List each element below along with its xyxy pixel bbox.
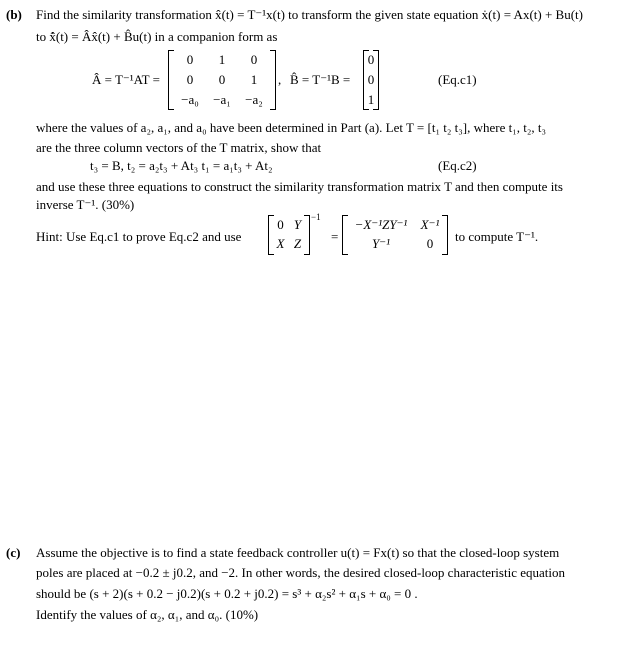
b-hat-cell: 0 bbox=[367, 72, 375, 87]
part-b-line-4: are the three column vectors of the T matrix, show that bbox=[36, 140, 322, 155]
a-hat-matrix bbox=[168, 50, 276, 110]
a-hat-cell: 1 bbox=[218, 52, 226, 67]
a-hat-cell: 1 bbox=[250, 72, 258, 87]
part-c-label: (c) bbox=[6, 545, 21, 560]
b-hat-lhs: B̂ = T⁻¹B = bbox=[290, 72, 351, 87]
part-b-line-2: to x̂̇(t) = Âx̂(t) + B̂u(t) in a companion form as bbox=[36, 29, 278, 44]
a-hat-cell: −a₁ bbox=[213, 92, 231, 107]
hint-prefix: Hint: Use Eq.c1 to prove Eq.c2 and use bbox=[36, 229, 242, 244]
a-hat-cell: 0 bbox=[186, 52, 194, 67]
hint-m2-cell: 0 bbox=[426, 236, 434, 251]
hint-m1-cell: 0 bbox=[277, 217, 284, 232]
b-hat-cell: 0 bbox=[367, 52, 375, 67]
hint-m1-cell: Z bbox=[293, 236, 302, 251]
hint-m2-cell: X⁻¹ bbox=[420, 217, 440, 232]
a-hat-cell: −a₀ bbox=[181, 92, 199, 107]
a-hat-cell: 0 bbox=[186, 72, 194, 87]
hint-m2-cell: Y⁻¹ bbox=[372, 236, 390, 251]
eq-c1-label: (Eq.c1) bbox=[438, 72, 477, 87]
eq-c2-label: (Eq.c2) bbox=[438, 158, 477, 173]
hint-inverse-exponent: −1 bbox=[311, 212, 321, 222]
b-hat-vector bbox=[363, 50, 379, 110]
a-hat-lhs: Â = T⁻¹AT = bbox=[92, 72, 160, 87]
hint-result-matrix bbox=[342, 215, 448, 255]
a-hat-cell: −a₂ bbox=[245, 92, 263, 107]
part-c-line-4: Identify the values of α₂, α₁, and α₀. (10%) bbox=[36, 607, 259, 622]
part-b-label: (b) bbox=[6, 7, 22, 22]
part-b-line-6: inverse T⁻¹. (30%) bbox=[36, 197, 135, 212]
part-b-line-1: Find the similarity transformation x̂(t) = T⁻¹x(t) to transform the given state equation ẋ(t) = Ax(t) + Bu(t) bbox=[36, 7, 583, 22]
hint-m1-cell: X bbox=[276, 236, 285, 251]
hint-suffix: to compute T⁻¹. bbox=[455, 229, 539, 244]
hint-equals: = bbox=[331, 229, 339, 244]
hint-block-matrix bbox=[268, 215, 310, 255]
matrix-comma: , bbox=[278, 72, 282, 87]
part-b-line-3: where the values of a₂, a₁, and a₀ have been determined in Part (a). Let T = [t₁ t₂ t₃], where t₁, t₂, t₃ bbox=[36, 120, 547, 135]
a-hat-cell: 0 bbox=[250, 52, 258, 67]
b-hat-cell: 1 bbox=[367, 92, 375, 107]
part-b-line-5: and use these three equations to construct the similarity transformation matrix T and then compute its bbox=[36, 179, 563, 194]
hint-m1-cell: Y bbox=[293, 217, 302, 232]
part-c-line-2: poles are placed at −0.2 ± j0.2, and −2. In other words, the desired closed-loop characteristic equation bbox=[36, 565, 565, 580]
eq-c2-equations: t₃ = B, t₂ = a₂t₃ + At₃ t₁ = a₁t₃ + At₂ bbox=[90, 158, 273, 173]
part-c-line-3: should be (s + 2)(s + 0.2 − j0.2)(s + 0.2 + j0.2) = s³ + α₂s² + α₁s + α₀ = 0 . bbox=[36, 586, 418, 601]
a-hat-cell: 0 bbox=[218, 72, 226, 87]
hint-m2-cell: −X⁻¹ZY⁻¹ bbox=[354, 217, 408, 232]
part-c-line-1: Assume the objective is to find a state feedback controller u(t) = Fx(t) so that the closed-loop system bbox=[36, 545, 560, 560]
